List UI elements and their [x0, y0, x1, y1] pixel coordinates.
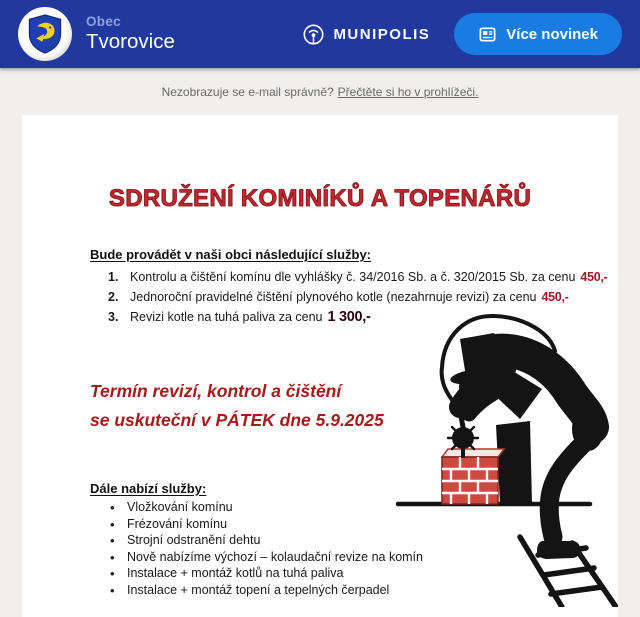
coat-front	[496, 421, 532, 504]
extra-service-text: Nově nabízíme výchozí – kolaudační revize na komín	[127, 549, 423, 564]
org-name: Tvorovice	[86, 30, 175, 53]
newspaper-icon	[478, 25, 497, 44]
open-in-browser-link[interactable]: Přečtěte si ho v prohlížeči.	[337, 84, 479, 99]
services-heading: Bude provádět v naši obci následující služby:	[90, 247, 372, 262]
more-news-button[interactable]	[454, 13, 622, 55]
extra-service-text: Instalace + montáž topení a tepelných čerpadel	[127, 582, 390, 597]
extra-service-text: Frézování komínu	[127, 516, 228, 531]
municipality-title	[86, 14, 175, 54]
schedule-line-2: se uskuteční v PÁTEK dne 5.9.2025	[90, 410, 384, 430]
service-number: 3.	[108, 310, 119, 324]
munipolis-broadcast-icon	[302, 23, 325, 46]
bullet-icon	[110, 566, 127, 583]
notice-text: Nezobrazuje se e-mail správně?	[161, 84, 334, 99]
org-label: Obec	[86, 14, 121, 29]
service-number: 1.	[108, 270, 119, 284]
extra-service-text: Instalace + montáž kotlů na tuhá paliva	[127, 566, 344, 580]
more-news-label: Více novinek	[506, 25, 598, 43]
bullet-icon	[110, 583, 127, 600]
brand-name: MUNIPOLIS	[333, 25, 431, 43]
browser-notice	[0, 68, 640, 115]
boot	[537, 541, 580, 559]
service-number: 2.	[108, 290, 119, 304]
brick-chimney	[442, 449, 504, 504]
extra-services-heading: Dále nabízí služby:	[90, 481, 207, 496]
extra-service-text: Vložkování komínu	[127, 500, 233, 514]
header-bar	[0, 0, 640, 68]
bullet-icon	[110, 500, 127, 517]
bullet-icon	[110, 517, 127, 534]
service-text: Revizi kotle na tuhá paliva za cenu	[130, 310, 323, 324]
bullet-icon	[110, 533, 127, 550]
service-price: 450,-	[580, 270, 608, 284]
municipality-logo	[18, 7, 72, 61]
service-text: Jednoroční pravidelné čištění plynového kotle (nezahrnuje revizi) za cenu	[130, 290, 537, 304]
munipolis-brand[interactable]	[302, 23, 430, 46]
service-price: 450,-	[541, 290, 569, 304]
extra-service-text: Strojní odstranění dehtu	[127, 533, 261, 547]
coat-of-arms-shield-icon	[26, 13, 64, 55]
service-item	[108, 267, 618, 287]
newsletter-title: SDRUŽENÍ KOMINÍKŮ A TOPENÁŘŮ	[108, 185, 532, 212]
service-text: Kontrolu a čištění komínu dle vyhlášky č. 34/2016 Sb. a č. 320/2015 Sb. za cenu	[130, 270, 576, 284]
schedule-line-1: Termín revizí, kontrol a čištění	[90, 381, 342, 401]
bullet-icon	[110, 550, 127, 567]
email-card	[22, 115, 618, 617]
service-price: 1 300,-	[327, 309, 371, 325]
chimney-sweep-illustration	[390, 297, 618, 607]
